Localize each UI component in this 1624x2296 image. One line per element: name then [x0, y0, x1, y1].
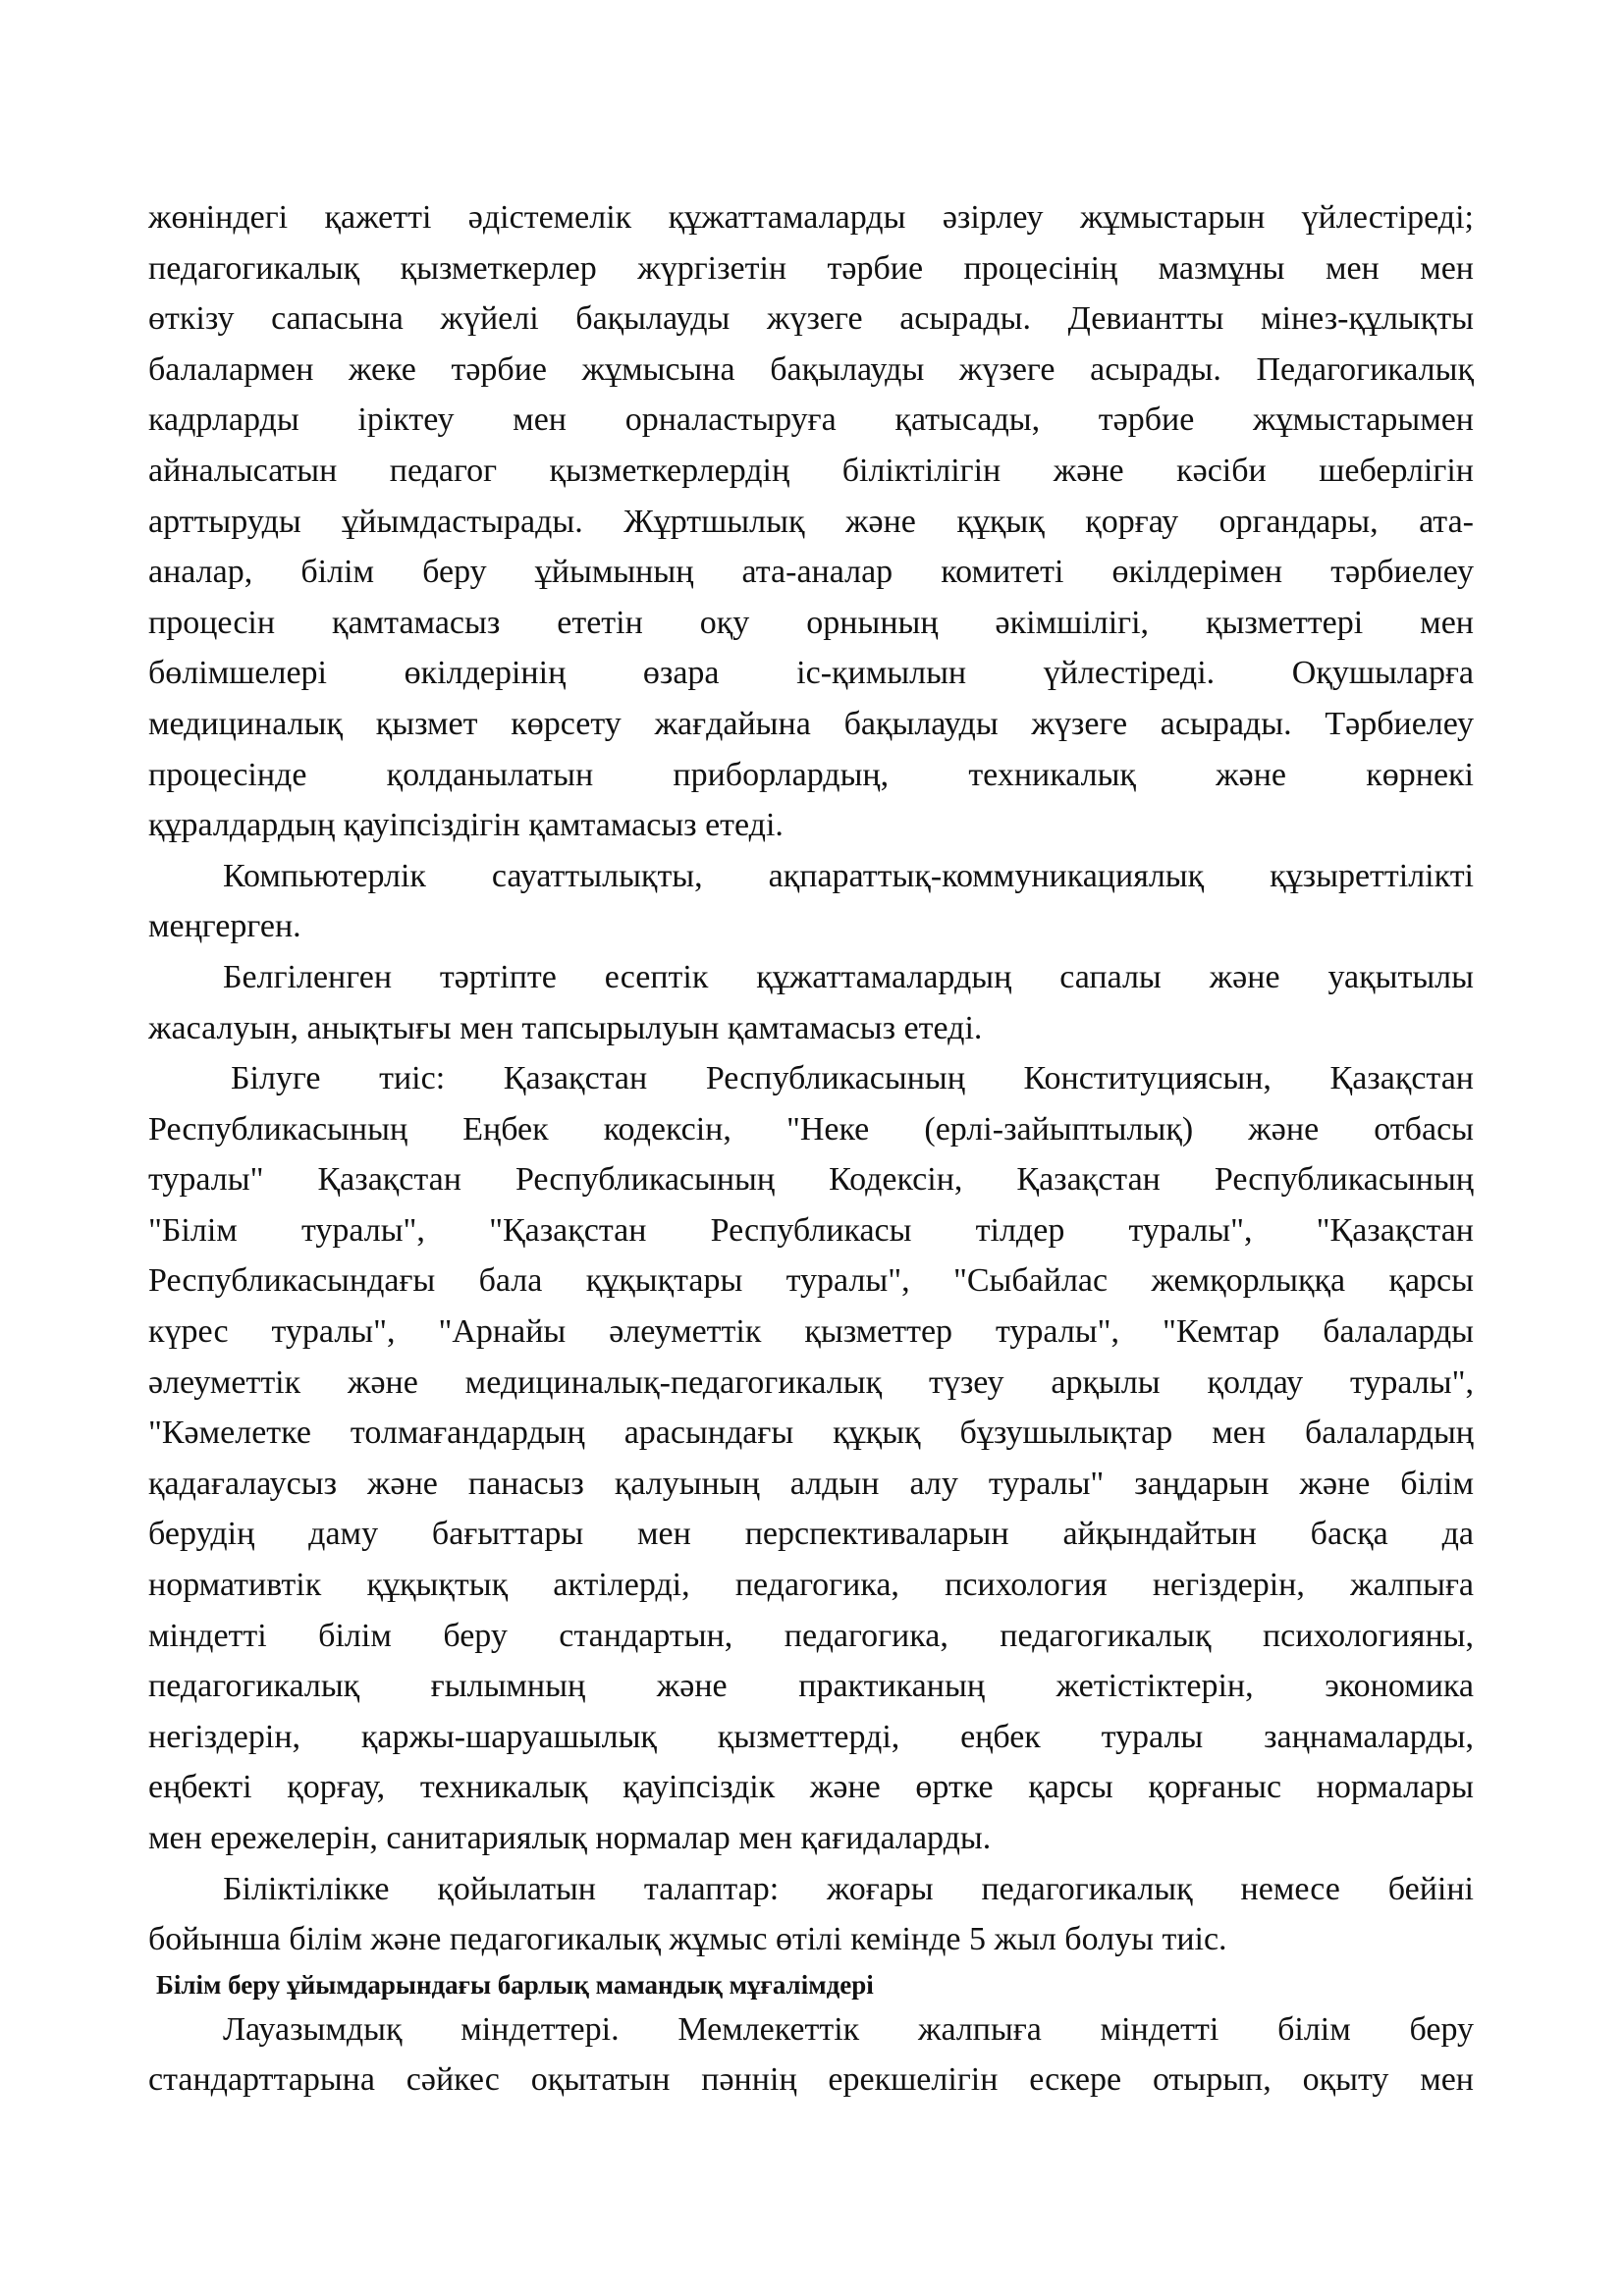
text-line: өткізу сапасына жүйелі бақылауды жүзеге асырады. Девиантты мінез-құлықты	[148, 300, 1474, 338]
text-line: педагогикалық қызметкерлер жүргізетін тәрбие процесінің мазмұны мен мен	[148, 249, 1474, 287]
text-line: балалармен жеке тәрбие жұмысына бақылауды жүзеге асырады. Педагогикалық	[148, 350, 1474, 388]
text-line: "Білім туралы", "Қазақстан Республикасы тілдер туралы", "Қазақстан	[148, 1211, 1474, 1249]
text-line: бойынша білім және педагогикалық жұмыс өтілі кемінде 5 жыл болуы тиіс.	[148, 1921, 1227, 1958]
paragraph-computer-literacy	[148, 851, 1474, 952]
text-line: берудің даму бағыттары мен перспективаларын айқындайтын басқа да	[148, 1516, 1474, 1553]
text-line: айналысатын педагог қызметкерлердің біліктілігін және кәсіби шеберлігін	[148, 452, 1474, 489]
text-line: қадағалаусыз және панасыз қалуының алдын алу туралы" заңдарын және білім	[148, 1465, 1474, 1502]
text-line: жасалуын, анықтығы мен тапсырылуын қамтамасыз етеді.	[148, 1009, 983, 1046]
text-line: меңгерген.	[148, 908, 301, 945]
paragraph-qualification-requirements	[148, 1864, 1474, 1965]
text-line: процесінде қолданылатын приборлардың, техникалық және көрнекі	[148, 756, 1474, 793]
text-line: "Кәмелетке толмағандардың арасындағы құқық бұзушылықтар мен балалардың	[148, 1415, 1474, 1452]
text-line: Компьютерлік сауаттылықты, ақпараттық-коммуникациялық құзыреттілікті	[223, 857, 1474, 894]
text-line: Біліктілікке қойылатын талаптар: жоғары педагогикалық немесе бейіні	[223, 1870, 1474, 1907]
text-line: туралы" Қазақстан Республикасының Кодексін, Қазақстан Республикасының	[148, 1161, 1474, 1199]
text-line: Білуге тиіс: Қазақстан Республикасының Конституциясын, Қазақстан	[231, 1060, 1474, 1097]
section-heading: Білім беру ұйымдарындағы барлық мамандық мұғалімдері	[156, 1969, 874, 2000]
text-line: педагогикалық ғылымның және практиканың жетістіктерін, экономика	[148, 1668, 1474, 1705]
text-line: әлеуметтік және медициналық-педагогикалық түзеу арқылы қолдау туралы",	[148, 1363, 1474, 1401]
paragraph-reporting	[148, 952, 1474, 1053]
text-line: арттыруды ұйымдастырады. Жұртшылық және құқық қорғау органдары, ата-	[148, 503, 1474, 540]
text-line: мен ережелерін, санитариялық нормалар мен қағидаларды.	[148, 1820, 992, 1856]
text-line: кадрларды іріктеу мен орналастыруға қатысады, тәрбие жұмыстарымен	[148, 401, 1474, 439]
text-line: негіздерін, қаржы-шаруашылық қызметтерді, еңбек туралы заңнамаларды,	[148, 1718, 1474, 1755]
paragraph-must-know	[148, 1053, 1474, 1864]
text-line: Белгіленген тәртіпте есептік құжаттамалардың сапалы және уақытылы	[223, 958, 1474, 995]
text-line: құралдардың қауіпсіздігін қамтамасыз етеді.	[148, 807, 784, 844]
text-line: процесін қамтамасыз ететін оқу орнының әкімшілігі, қызметтері мен	[148, 604, 1474, 641]
text-line: стандарттарына сәйкес оқытатын пәннің ерекшелігін ескере отырып, оқыту мен	[148, 2061, 1474, 2099]
paragraph-job-duties	[148, 2004, 1474, 2106]
text-line: міндетті білім беру стандартын, педагогика, педагогикалық психологияны,	[148, 1617, 1474, 1654]
text-line: күрес туралы", "Арнайы әлеуметтік қызметтер туралы", "Кемтар балаларды	[148, 1313, 1474, 1351]
document-page	[148, 192, 1474, 2106]
text-line: аналар, білім беру ұйымының ата-аналар комитеті өкілдерімен тәрбиелеу	[148, 554, 1474, 591]
text-line: нормативтік құқықтық актілерді, педагогика, психология негіздерін, жалпыға	[148, 1567, 1474, 1604]
text-line: медициналық қызмет көрсету жағдайына бақылауды жүзеге асырады. Тәрбиелеу	[148, 705, 1474, 742]
text-line: Республикасындағы бала құқықтары туралы", "Сыбайлас жемқорлыққа қарсы	[148, 1262, 1474, 1300]
paragraph-coordination-duties	[148, 192, 1474, 851]
text-line: Республикасының Еңбек кодексін, "Неке (ерлі-зайыптылық) және отбасы	[148, 1110, 1474, 1148]
text-line: еңбекті қорғау, техникалық қауіпсіздік және өртке қарсы қорғаныс нормалары	[148, 1769, 1474, 1806]
text-line: бөлімшелері өкілдерінің өзара іс-қимылын үйлестіреді. Оқушыларға	[148, 655, 1474, 692]
text-line: Лауазымдық міндеттері. Мемлекеттік жалпыға міндетті білім беру	[223, 2010, 1474, 2048]
text-line: жөніндегі қажетті әдістемелік құжаттамаларды әзірлеу жұмыстарын үйлестіреді;	[148, 199, 1474, 236]
